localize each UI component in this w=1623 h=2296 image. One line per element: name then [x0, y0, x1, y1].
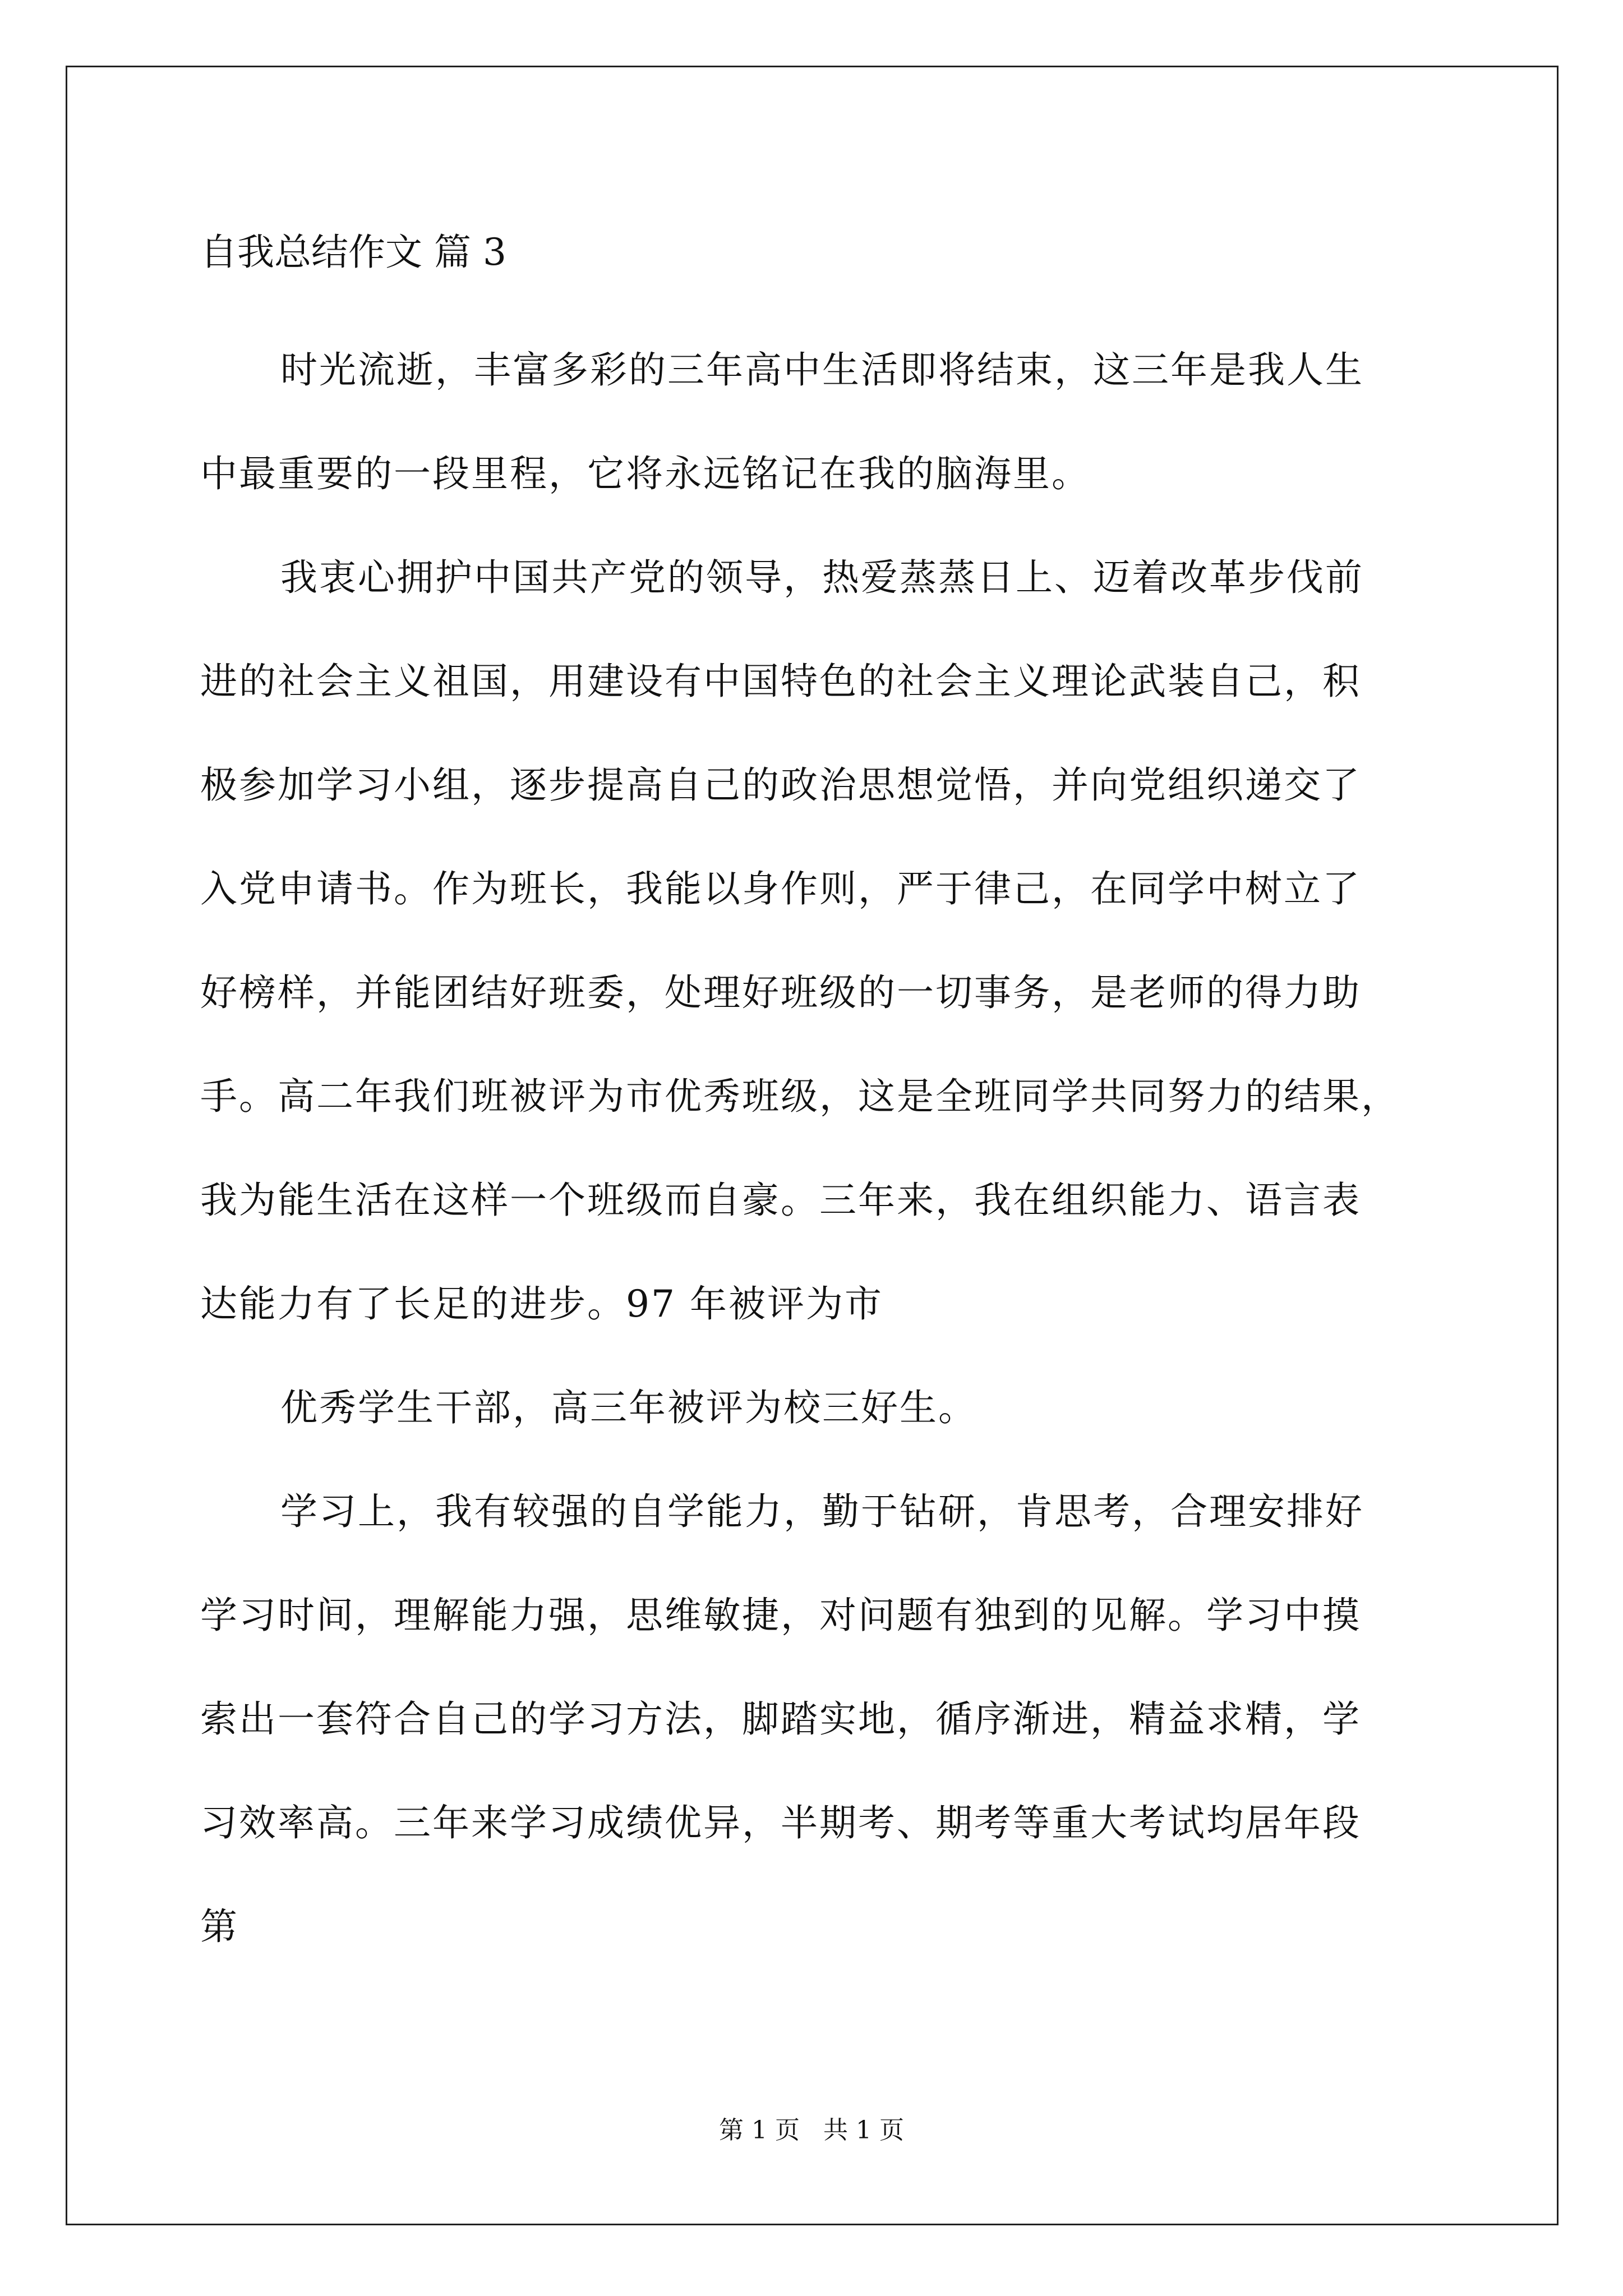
paragraph-3-line-1: 优秀学生干部，高三年被评为校三好生。: [280, 1386, 977, 1429]
paragraph-2-line-8: 达能力有了长足的进步。97 年被评为市: [200, 1282, 883, 1326]
paragraph-4-line-5: 第: [200, 1905, 239, 1948]
paragraph-4-line-1: 学习上，我有较强的自学能力，勤于钻研，肯思考，合理安排好: [280, 1490, 1364, 1533]
paragraph-4-line-4: 习效率高。三年来学习成绩优异，半期考、期考等重大考试均居年段: [200, 1801, 1361, 1844]
paragraph-4-line-3: 索出一套符合自己的学习方法，脚踏实地，循序渐进，精益求精，学: [200, 1697, 1361, 1741]
paragraph-1-line-1: 时光流逝，丰富多彩的三年高中生活即将结束，这三年是我人生: [280, 348, 1364, 392]
paragraph-2-line-7: 我为能生活在这样一个班级而自豪。三年来，我在组织能力、语言表: [200, 1179, 1361, 1222]
paragraph-2-line-3: 极参加学习小组，逐步提高自己的政治思想觉悟，并向党组织递交了: [200, 763, 1361, 807]
paragraph-2-line-5: 好榜样，并能团结好班委，处理好班级的一切事务，是老师的得力助: [200, 971, 1361, 1014]
paragraph-2-line-4: 入党申请书。作为班长，我能以身作则，严于律己，在同学中树立了: [200, 867, 1361, 910]
document-title: 自我总结作文 篇 3: [200, 231, 506, 274]
paragraph-1-line-2: 中最重要的一段里程，它将永远铭记在我的脑海里。: [200, 452, 1090, 495]
paragraph-2-line-6: 手。高二年我们班被评为市优秀班级，这是全班同学共同努力的结果，: [200, 1075, 1400, 1118]
paragraph-2-line-2: 进的社会主义祖国，用建设有中国特色的社会主义理论武装自己，积: [200, 660, 1361, 703]
page-number-footer: 第 1 页 共 1 页: [719, 2116, 904, 2145]
paragraph-4-line-2: 学习时间，理解能力强，思维敏捷，对问题有独到的见解。学习中摸: [200, 1594, 1361, 1637]
paragraph-2-line-1: 我衷心拥护中国共产党的领导，热爱蒸蒸日上、迈着改革步伐前: [280, 556, 1364, 599]
